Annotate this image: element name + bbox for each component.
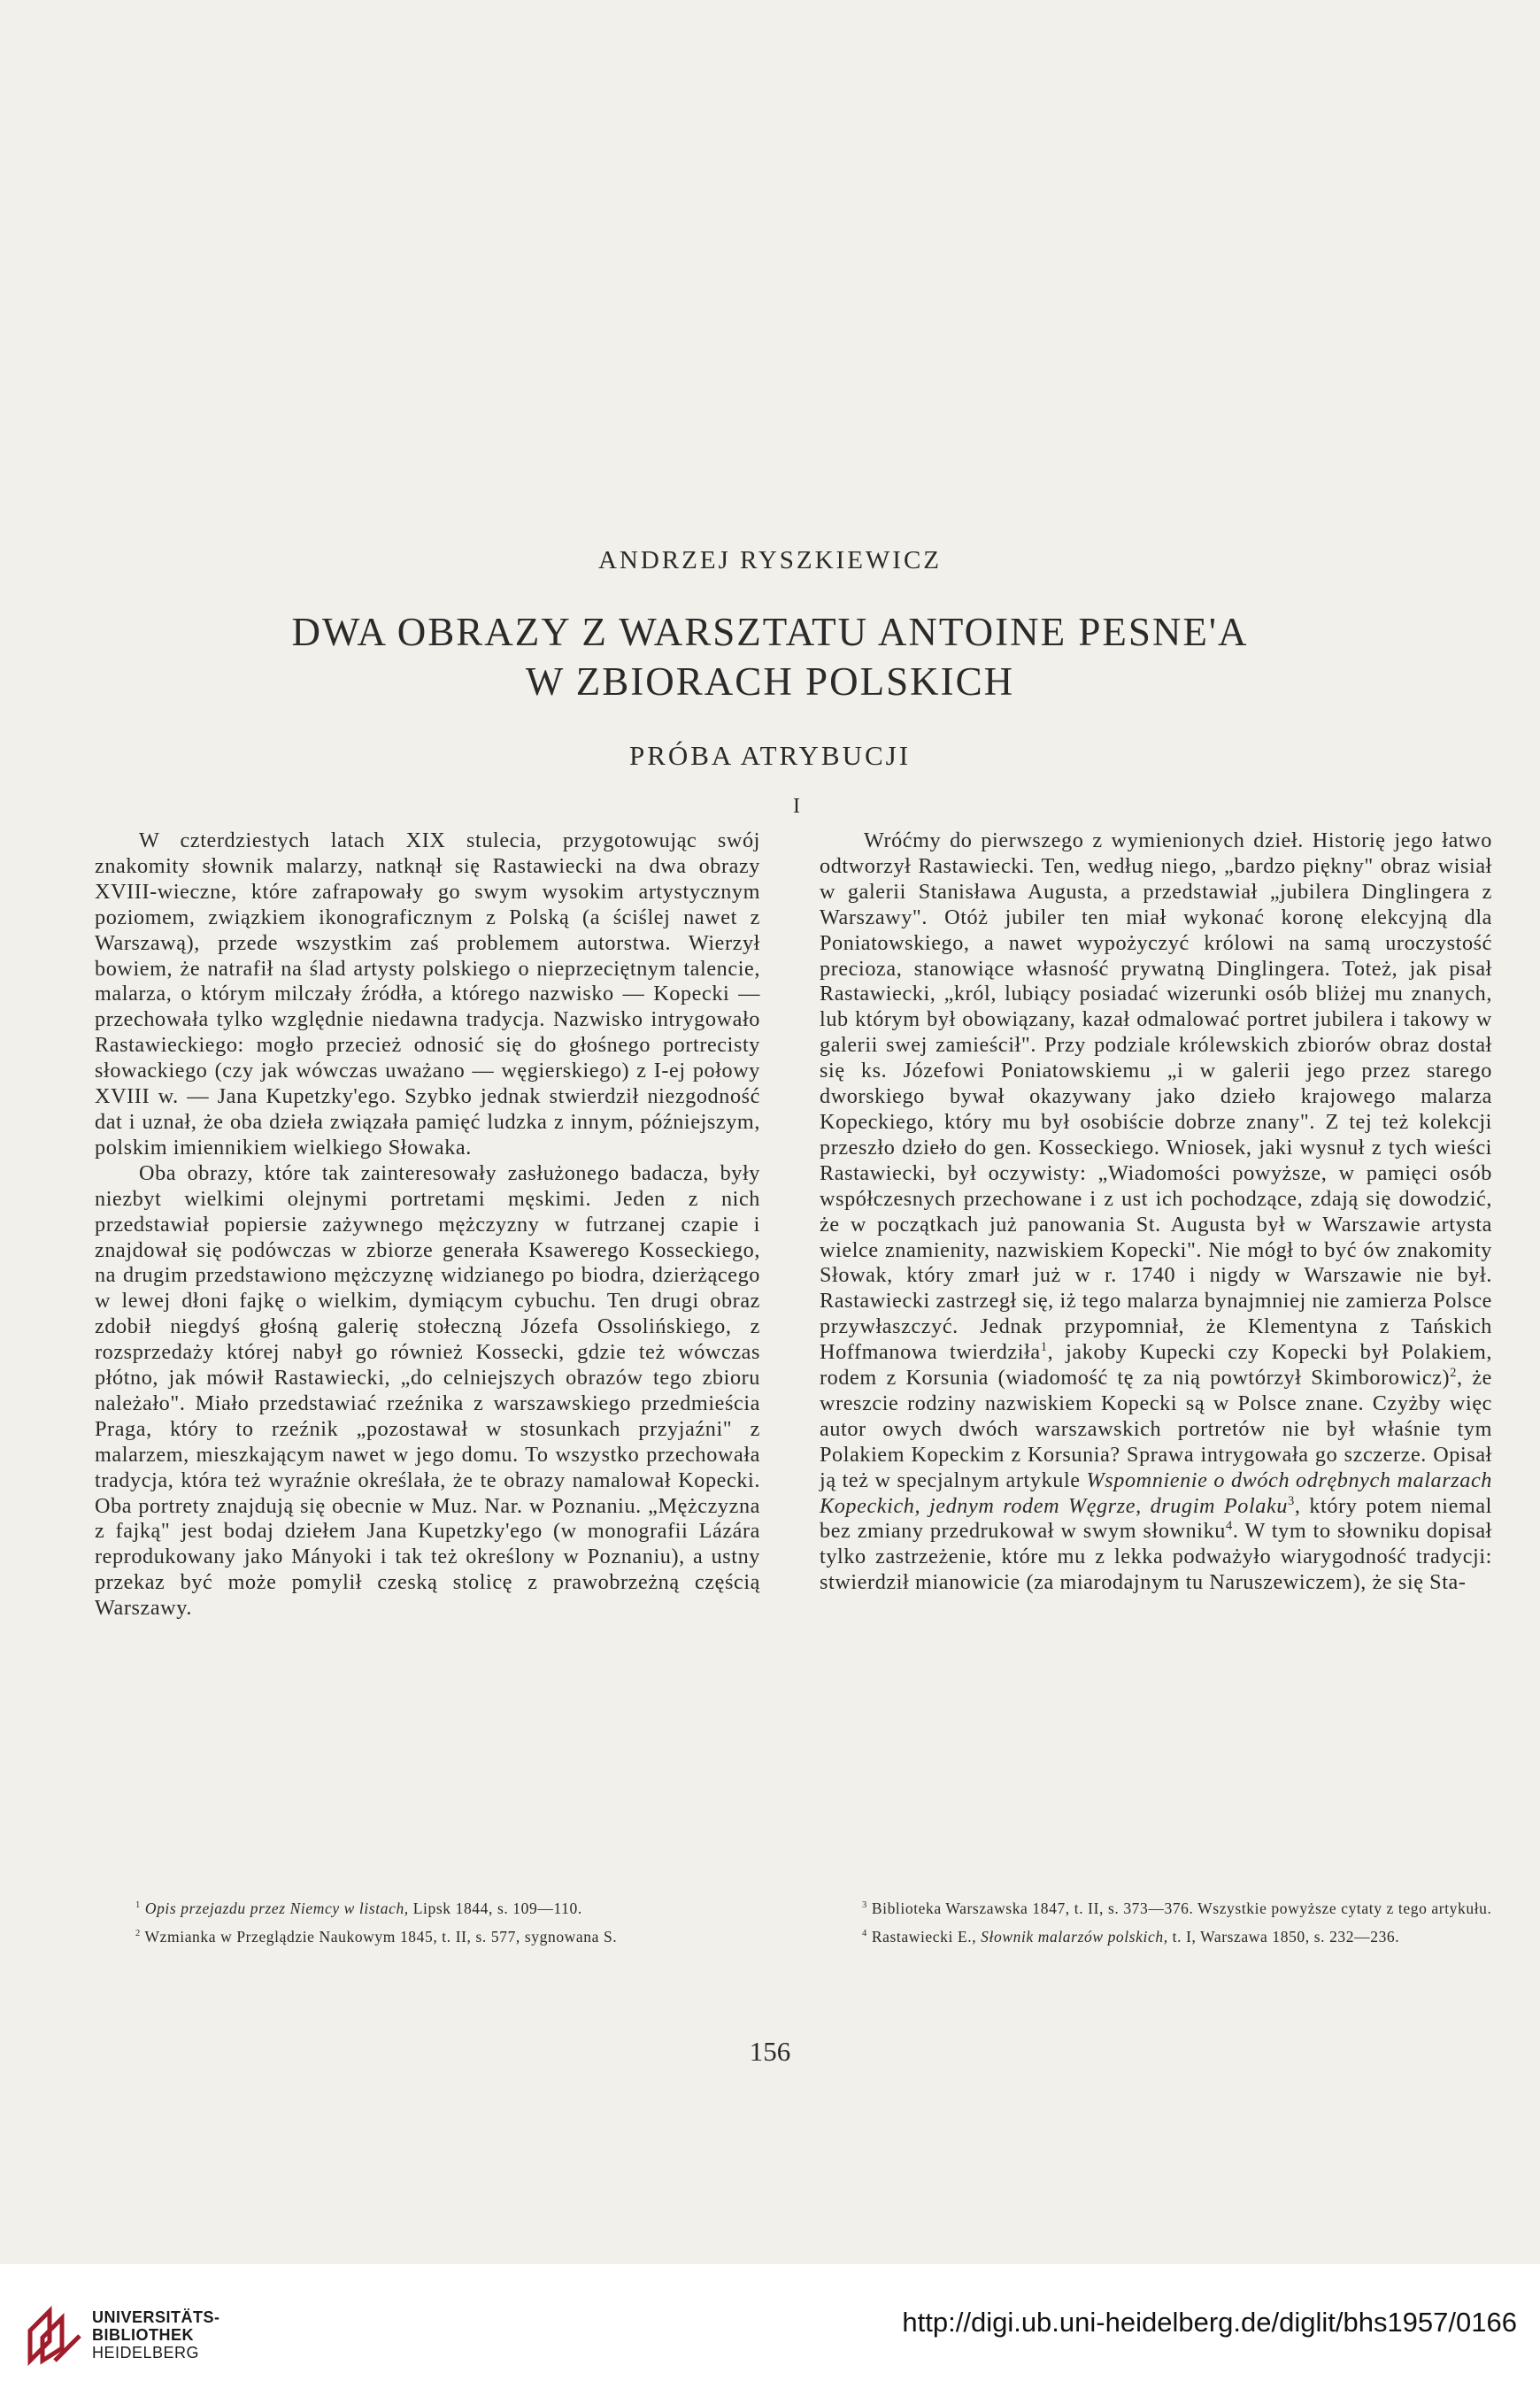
text-run: , który potem niemal bez zmiany przedrukował w swym słowniku [820,1493,1492,1544]
footnote-text: t. I, Warszawa 1850, s. 232—236. [1167,1928,1400,1946]
footnote-number: 1 [135,1900,141,1911]
footnote [93,1925,779,1948]
text-run: . W tym to słowniku dopisał tylko zastrzeżenie, które mu z lekka podważyło wiarygodność tradycji: stwierdził mianowicie (za miarodajnym tu Naruszewiczem), że się Sta- [820,1519,1492,1595]
library-logo-icon [23,2304,87,2368]
footnotes-left [93,1897,779,1953]
footnote-number: 3 [862,1900,867,1911]
text-run: Wróćmy do pierwszego z wymienionych dzieł. Historię jego łatwo odtworzył Rastawiecki. Ten, według niego, „bardzo piękny" obraz wisiał w galerii Stanisława Augusta, a przedstawiał „jubilera Dinglingera z Warszawy". Otóż jubiler ten miał wykonać koronę elekcyjną dla Poniatowskiego, a nawet wypożyczyć królowi na samą uroczystość precioza, stanowiące własność prywatną Dinglingera. Toteż, jak pisał Rastawiecki, „król, lubiący posiadać wizerunki osób bliżej mu znanych, lub którym był obowiązany, kazał odmalować portret jubilera i takowy w galerii swej zamieścił". Przy podziale królewskich zbiorów obraz dostał się ks. Józefowi Poniatowskiemu „i w galerii jego przez starego dworskiego bywał okazywany jako dzieło krajowego malarza Kopeckiego, który mu był osobiście dobrze znany". Z tej też kolekcji przeszło dzieło do gen. Kosseckiego. Wniosek, jaki wysnuł z tych wieści Rastawiecki, był oczywisty: „Wiadomości powyższe, w pamięci osób współczesnych przechowane i z ust ich pochodzące, zdają się dowodzić, że w początkach już panowania St. Augusta był w Warszawie artysta wielce znamienity, nazwiskiem Kopecki". Nie mógł to być ów znakomity Słowak, który zmarł już w r. 1740 i nigdy w Warszawie nie był. Rastawiecki zastrzegł się, iż tego malarza bynajmniej nie zamierza Polsce przywłaszczyć. Jednak przypomniał, że Klementyna z Tańskich Hoffmanowa twierdziła [820,828,1492,1365]
section-number: I [793,795,800,818]
title-line-1: DWA OBRAZY Z WARSZTATU ANTOINE PESNE'A [291,610,1249,654]
footnote-number: 2 [135,1929,141,1939]
footnote-italic: Opis przejazdu przez Niemcy w listach, [144,1899,409,1917]
footnote-ref: 4 [1226,1519,1233,1534]
article-subtitle: PRÓBA ATRYBUCJI [628,740,912,771]
library-name-line: BIBLIOTHEK [92,2326,194,2344]
footnote-text: Lipsk 1844, s. 109—110. [408,1899,582,1917]
permalink-url[interactable]: http://digi.ub.uni-heidelberg.de/diglit/bhs1957/0166 [902,2307,1517,2338]
footnote-ref: 1 [1040,1340,1048,1355]
title-line-2: W ZBIORACH POLSKICH [525,659,1015,704]
footnote-text: Wzmianka w Przeglądzie Naukowym 1845, t. II, s. 577, sygnowana S. [144,1928,618,1946]
footnote-ref: 3 [1288,1493,1295,1508]
text-run: , że wreszcie rodziny nazwiskiem Kopecki są w Polsce znane. Czyżby więc autor owych dwóch warszawskich portretów nie był właśnie tym Polakiem Kopeckim z Korsunia? Sprawa intrygowała go szczerze. Opisał ją też w specjalnym artykule [820,1366,1492,1492]
text-run: , jakoby Kupecki czy Kopecki był Polakiem, rodem z Korsunia (wiadomość tę za nią powtórzył Skimborowicz) [820,1340,1493,1391]
author-name: ANDRZEJ RYSZKIEWICZ [597,546,943,574]
footnote-text: Biblioteka Warszawska 1847, t. II, s. 373—376. Wszystkie powyższe cytaty z tego artykułu. [871,1899,1492,1917]
paragraph: Oba obrazy, które tak zainteresowały zasłużonego badacza, były niezbyt wielkimi olejnymi portretami męskimi. Jeden z nich przedstawiał popiersie zażywnego mężczyzny w futrzanej czapie i znajdował się podówczas w zbiorze generała Ksawerego Kosseckiego, na drugim przedstawiono mężczyznę widzianego po biodra, dzierżącego w lewej dłoni fajkę o wielkim, dymiącym cybuchu. Ten drugi obraz zdobił niegdyś głośną galerię stołeczną Józefa Ossolińskiego, z rozsprzedaży której nabył go również Kossecki, gdzie też wówczas płótno, jak mówił Rastawiecki, „do celniejszych obrazów tego zbioru należało". Miało przedstawiać rzeźnika z warszawskiego przedmieścia Praga, który to rzeźnik „pozostawał w stosunkach przyjaźni" z malarzem, mieszkającym nawet w jego domu. To wszystko przechowała tradycja, która też wyraźnie określała, że te obrazy namalował Kopecki. Oba portrety znajdują się obecnie w Muz. Nar. w Poznaniu. „Mężczyzna z fajką" jest bodaj dziełem Jana Kupetzky'ego (w monografii Lázára reprodukowany jako Mányoki i tak też określony w Poznaniu), a ustny przekaz być może pomylił czeską stolicę z prawobrzeżną częścią Warszawy. [95,1160,760,1621]
library-name-line: UNIVERSITÄTS- [92,2308,220,2326]
left-text-column [95,828,760,1622]
right-text-column [820,828,1492,1596]
library-name [92,2308,220,2362]
article-title [0,607,1540,706]
footnote [93,1897,779,1920]
footnote-italic: Słownik malarzów polskich, [981,1928,1168,1946]
paragraph [820,828,1492,1596]
footnote-ref: 2 [1450,1365,1458,1380]
footnote-number: 4 [862,1929,867,1939]
footnote-text: Rastawiecki E., [871,1928,982,1946]
footnote [820,1897,1492,1920]
footnote [820,1925,1492,1948]
footnotes-right [820,1897,1492,1953]
library-name-line: HEIDELBERG [92,2344,200,2362]
cited-article-title: Wspomnienie o dwóch odrębnych malarzach Kopeckich, jednym rodem Węgrze, drugim Polaku [820,1468,1492,1518]
page-number: 156 [749,2036,791,2067]
paragraph: W czterdziestych latach XIX stulecia, przygotowując swój znakomity słownik malarzy, natknął się Rastawiecki na dwa obrazy XVIII-wieczne, które zafrapowały go swym wysokim artystycznym poziomem, związkiem ikonograficznym z Polską (a ściślej nawet z Warszawą), przede wszystkim zaś problemem autorstwa. Wierzył bowiem, że natrafił na ślad artysty polskiego o nieprzeciętnym talencie, malarza, o którym milczały źródła, a którego nazwisko — Kopecki — przechowała tylko względnie niedawna tradycja. Nazwisko intrygowało Rastawieckiego: mogło przecież odnosić się do głośnego portrecisty słowackiego (czy jak wówczas uważano — węgierskiego) z I-ej połowy XVIII w. — Jana Kupetzky'ego. Szybko jednak stwierdził niezgodność dat i uznał, że oba dzieła związała pamięć ludzka z innym, późniejszym, polskim imiennikiem wielkiego Słowaka. [95,828,760,1160]
